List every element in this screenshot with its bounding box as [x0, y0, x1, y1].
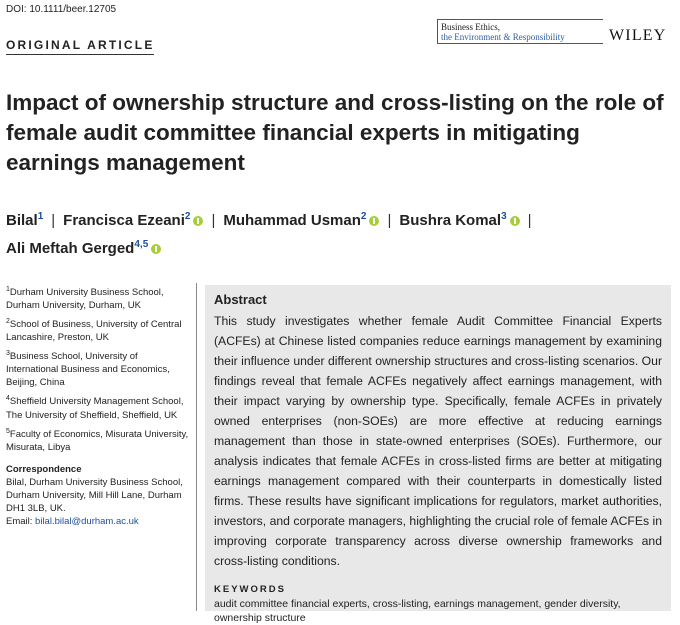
- author[interactable]: [6, 240, 161, 257]
- affiliation-number: 3: [6, 350, 10, 358]
- affiliation: [6, 392, 192, 421]
- author-name: Francisca Ezeani: [63, 212, 185, 229]
- abstract-text: This study investigates whether female Audit Committee Financial Experts (ACFEs) at Chinese listed companies reduce earnings management by examining their influence under different ownership structures and cross-listing scenarios. Our findings reveal that female ACFEs negatively affect earnings management, with their impact varying by ownership type. Specifically, female ACFEs in privately owned enterprises (non-SOEs) are more effective at reducing earnings management than those in state-owned enterprises (SOEs). Furthermore, our analysis indicates that female ACFEs in cross-listed firms are better at mitigating earnings management compared with their counterparts in domestically listed firms. These results have significant implications for regulators, market authorities, investors, and corporate managers, highlighting the crucial role of female ACFEs in improving corporate transparency across diverse ownership frameworks and cross-listing conditions.: [214, 314, 662, 568]
- author-separator: |: [211, 212, 216, 229]
- affiliations-column: [6, 283, 192, 528]
- affiliation: [6, 425, 192, 454]
- correspondence-heading: Correspondence: [6, 463, 82, 475]
- author-name: Ali Meftah Gerged: [6, 240, 135, 257]
- author-name: Bushra Komal: [399, 212, 502, 229]
- author-name: Muhammad Usman: [223, 212, 361, 229]
- affiliation-number: 5: [6, 427, 10, 435]
- author-separator: |: [387, 212, 392, 229]
- email-label: Email:: [6, 515, 36, 527]
- author-affiliation-ref: 3: [501, 211, 507, 222]
- author-affiliation-ref: 2: [184, 211, 191, 222]
- affiliation-text: Sheffield University Management School, The University of Sheffield, Sheffield, UK: [6, 396, 184, 421]
- journal-name-line2: the Environment & Responsibility: [441, 32, 565, 42]
- affiliation-text: Durham University Business School, Durham University, Durham, UK: [6, 287, 164, 312]
- author[interactable]: [223, 212, 379, 229]
- abstract-box: [205, 285, 671, 624]
- journal-name-box: [437, 19, 603, 44]
- author[interactable]: [63, 212, 203, 229]
- column-divider: [196, 283, 197, 611]
- author-separator: |: [527, 212, 532, 229]
- correspondence-address: Bilal, Durham University Business School, Durham University, Mill Hill Lane, Durham DH1 3LB, UK.: [6, 476, 183, 514]
- author[interactable]: [399, 212, 519, 229]
- article-type-underline: [6, 54, 154, 55]
- affiliation-number: 1: [6, 286, 10, 293]
- author[interactable]: [6, 212, 43, 229]
- orcid-icon[interactable]: [369, 216, 379, 226]
- affiliation-text: Business School, University of International Business and Economics, Beijing, China: [6, 351, 170, 389]
- doi: DOI: 10.1111/beer.12705: [6, 4, 117, 15]
- affiliation: [6, 283, 192, 312]
- affiliation: [6, 347, 192, 389]
- keywords-heading: KEYWORDS: [214, 584, 286, 595]
- article-title: Impact of ownership structure and cross-listing on the role of female audit committee financial experts in mitigating earnings management: [6, 90, 664, 175]
- orcid-icon[interactable]: [193, 216, 203, 226]
- affiliation-number: 4: [6, 395, 10, 403]
- author-list: [6, 205, 676, 261]
- article-type: ORIGINAL ARTICLE: [6, 38, 155, 52]
- affiliation-number: 2: [6, 318, 10, 326]
- orcid-icon[interactable]: [151, 244, 161, 254]
- orcid-icon[interactable]: [510, 216, 520, 226]
- author-affiliation-ref: 2: [360, 211, 367, 222]
- correspondence-email-row: [6, 515, 192, 528]
- abstract-heading: Abstract: [214, 292, 267, 307]
- author-separator: |: [51, 212, 56, 229]
- keywords-text: audit committee financial experts, cross-listing, earnings management, gender diversity, ownership structure: [214, 598, 621, 624]
- author-affiliation-ref: 4,5: [134, 239, 149, 250]
- affiliation: [6, 315, 192, 344]
- journal-name-line1: Business Ethics,: [441, 22, 501, 32]
- affiliation-text: School of Business, University of Central Lancashire, Preston, UK: [6, 319, 182, 344]
- author-affiliation-ref: 1: [37, 211, 44, 222]
- email-link[interactable]: bilal.bilal@durham.ac.uk: [35, 515, 139, 527]
- affiliation-text: Faculty of Economics, Misurata University, Misurata, Libya: [6, 428, 189, 453]
- author-name: Bilal: [6, 212, 38, 229]
- publisher-logo: WILEY: [609, 27, 667, 44]
